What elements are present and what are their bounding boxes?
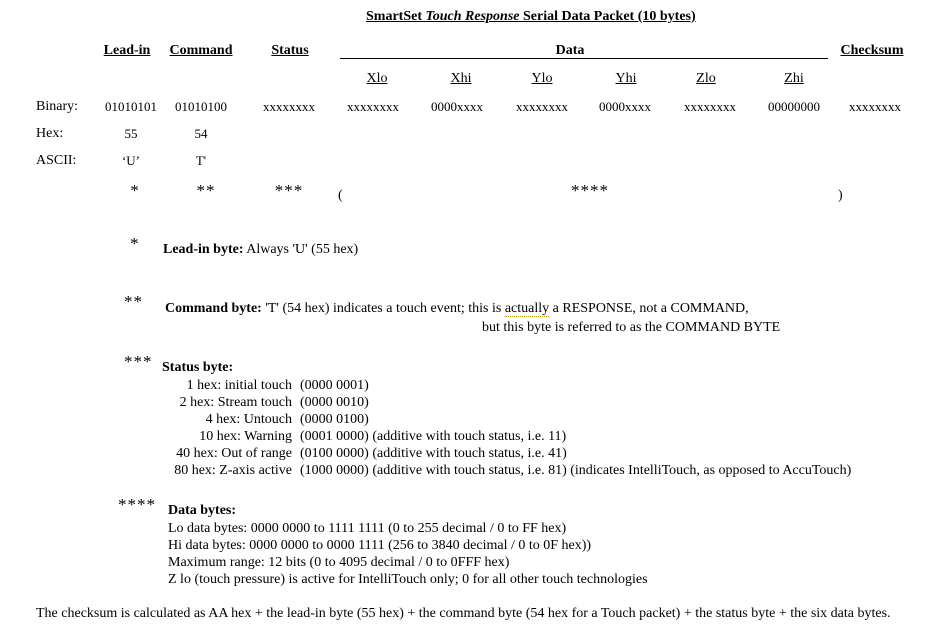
page-title: SmartSet Touch Response Serial Data Packet (10 bytes) — [366, 9, 696, 24]
data-line: Hi data bytes: 0000 0000 to 0000 1111 (256 to 3840 decimal / 0 to 0F hex)) — [168, 538, 592, 553]
status-item-hex: 10 hex: Warning — [199, 429, 292, 444]
hex-leadin: 55 — [124, 126, 138, 141]
checksum-note: The checksum is calculated as AA hex + the lead-in byte (55 hex) + the command byte (54 hex for a Touch packet) + the status byte + the six data bytes. — [36, 606, 891, 621]
status-item-hex: 40 hex: Out of range — [176, 446, 292, 461]
subheader-zhi: Zhi — [784, 71, 804, 86]
header-checksum: Checksum — [840, 43, 904, 58]
hex-command: 54 — [194, 126, 208, 141]
status-item-bits: (0000 0001) — [300, 378, 369, 393]
binary-leadin: 01010101 — [105, 99, 157, 114]
marker-data: **** — [571, 181, 609, 200]
marker-data-open: ( — [338, 188, 343, 203]
status-item-bits: (0000 0010) — [300, 395, 369, 410]
subheader-yhi: Yhi — [615, 71, 637, 86]
header-leadin: Lead-in — [103, 43, 151, 58]
note-data-marker: **** — [118, 495, 156, 514]
status-item-bits: (0001 0000) (additive with touch status, i.e. 11) — [300, 429, 567, 444]
note-status-label: Status byte: — [162, 360, 234, 375]
subheader-ylo: Ylo — [531, 71, 553, 86]
note-status-marker: *** — [124, 352, 153, 371]
header-command: Command — [169, 43, 233, 58]
marker-status: *** — [274, 181, 304, 200]
row-label-hex: Hex: — [36, 126, 64, 141]
binary-ylo: xxxxxxxx — [516, 99, 568, 114]
data-line: Maximum range: 12 bits (0 to 4095 decimal / 0 to 0FFF hex) — [168, 555, 510, 570]
marker-data-close: ) — [838, 188, 843, 203]
binary-status: xxxxxxxx — [263, 99, 315, 114]
note-command-line2: but this byte is referred to as the COMMAND BYTE — [482, 320, 781, 335]
row-label-binary: Binary: — [36, 99, 78, 114]
binary-command: 01010100 — [175, 99, 227, 114]
note-leadin-marker: * — [130, 234, 140, 253]
ascii-leadin: ‘U’ — [121, 153, 141, 168]
marker-leadin: * — [130, 181, 140, 200]
note-command-marker: ** — [124, 292, 143, 311]
note-leadin: Lead-in byte: Always 'U' (55 hex) — [163, 242, 359, 257]
status-item-hex: 1 hex: initial touch — [186, 378, 292, 393]
data-line: Z lo (touch pressure) is active for IntelliTouch only; 0 for all other touch technologies — [168, 572, 648, 587]
status-item-bits: (0000 0100) — [300, 412, 369, 427]
subheader-xhi: Xhi — [450, 71, 472, 86]
binary-zhi: 00000000 — [768, 99, 820, 114]
binary-xhi: 0000xxxx — [431, 99, 483, 114]
subheader-zlo: Zlo — [696, 71, 716, 86]
binary-zlo: xxxxxxxx — [684, 99, 736, 114]
status-item-hex: 4 hex: Untouch — [205, 412, 292, 427]
binary-yhi: 0000xxxx — [599, 99, 651, 114]
data-line: Lo data bytes: 0000 0000 to 1111 1111 (0 to 255 decimal / 0 to FF hex) — [168, 521, 567, 536]
status-item-bits: (0100 0000) (additive with touch status, i.e. 41) — [300, 446, 567, 461]
note-command: Command byte: 'T' (54 hex) indicates a touch event; this is actually a RESPONSE, not a COMMAND, — [165, 301, 749, 316]
header-status: Status — [271, 43, 309, 58]
ascii-command: T' — [195, 153, 207, 168]
header-data: Data — [555, 43, 585, 58]
row-label-ascii: ASCII: — [36, 153, 77, 168]
status-item-hex: 80 hex: Z-axis active — [174, 463, 292, 478]
status-item-bits: (1000 0000) (additive with touch status, i.e. 81) (indicates IntelliTouch, as opposed to AccuTouch) — [300, 463, 852, 478]
status-item-hex: 2 hex: Stream touch — [179, 395, 292, 410]
subheader-xlo: Xlo — [366, 71, 388, 86]
marker-command: ** — [196, 181, 216, 200]
binary-checksum: xxxxxxxx — [849, 99, 901, 114]
binary-xlo: xxxxxxxx — [347, 99, 399, 114]
note-data-label: Data bytes: — [168, 503, 237, 518]
